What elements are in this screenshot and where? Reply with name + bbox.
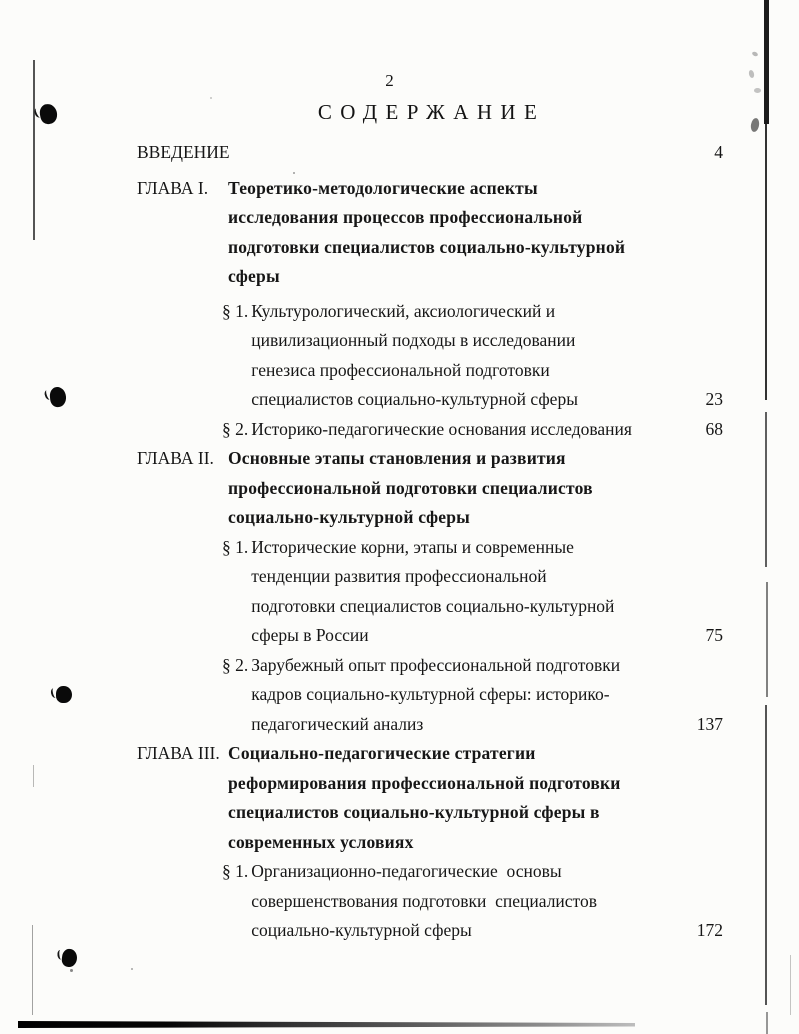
toc-entry-label: § 1. [222,536,249,557]
toc-line: Теоретико-методологические аспекты [228,177,538,198]
toc-entry-lines [228,174,799,292]
dust-speck [210,97,212,99]
toc-line: исследования процессов профессиональной [228,207,583,227]
toc-entry-lines [228,444,799,533]
toc-page-number: 68 [705,418,723,439]
toc-line: Историко-педагогические основания исследования [251,418,632,439]
toc-entry [0,739,799,857]
toc-page-number: 4 [714,142,723,162]
toc-entry-label: § 2. [222,418,249,439]
toc-entry-label: ВВЕДЕНИЕ [137,142,230,162]
toc-line: специалистов социально-культурной сферы в [228,802,600,822]
toc-line: совершенствования подготовки специалистов [251,890,597,911]
toc-entry [0,533,799,651]
toc-entry [0,138,799,168]
toc-entry-label: § 2. [222,654,249,675]
toc-entry [0,651,799,740]
toc-line: Организационно-педагогические основы [251,861,562,881]
toc-line: реформирования профессиональной подготовки [228,772,621,793]
toc-line: Основные этапы становления и развития [228,448,566,468]
toc-entry [0,297,799,415]
toc-entry [0,415,799,445]
toc-entry-label: § 1. [222,861,249,881]
toc-page-number: 137 [696,713,723,734]
toc-entry [0,857,799,946]
page-title: СОДЕРЖАНИЕ [317,100,546,124]
toc-line: педагогический анализ [251,713,424,734]
ink-blob [61,948,78,968]
toc-page-number: 172 [696,920,723,940]
toc-line: социально-культурной сферы [228,507,471,527]
toc-line: сферы [228,266,280,286]
toc-entry [0,174,799,292]
toc-line: подготовки специалистов социально-культурной [228,236,626,257]
dust-speck [70,969,73,972]
toc-line: Зарубежный опыт профессиональной подготовки [251,654,621,675]
toc-line: кадров социально-культурной сферы: историко- [251,684,610,704]
toc-line: Культурологический, аксиологический и [251,300,556,321]
toc-entry-label: ГЛАВА III. [137,743,220,763]
scan-edge-line [790,955,791,1015]
toc-line: сферы в России [251,625,369,645]
toc-line: генезиса профессиональной подготовки [251,359,550,380]
scan-bottom-bar [18,1021,635,1028]
dust-speck [131,968,133,970]
toc-entry-label: ГЛАВА II. [137,448,214,468]
toc-page-number: 75 [705,625,723,645]
toc-line: подготовки специалистов социально-культурной [251,595,615,616]
toc-entry [0,444,799,533]
page-number: 2 [385,71,394,90]
smudge-mark [751,51,758,57]
toc-line: специалистов социально-культурной сферы [251,389,578,409]
scan-edge-line [766,1012,768,1034]
toc-line: социально-культурной сферы [251,920,472,940]
toc-page-number: 23 [705,389,723,409]
toc-entry-label: ГЛАВА I. [137,177,209,198]
toc-line: профессиональной подготовки специалистов [228,477,593,498]
toc [0,138,799,946]
toc-line: Социально-педагогические стратегии [228,743,536,763]
toc-line: цивилизационный подходы в исследовании [251,330,576,350]
toc-entry-label: § 1. [222,300,249,321]
toc-entry-lines [228,739,799,857]
toc-line: современных условиях [228,831,414,852]
toc-line: тенденции развития профессиональной [251,566,547,586]
toc-line: Исторические корни, этапы и современные [251,536,574,557]
